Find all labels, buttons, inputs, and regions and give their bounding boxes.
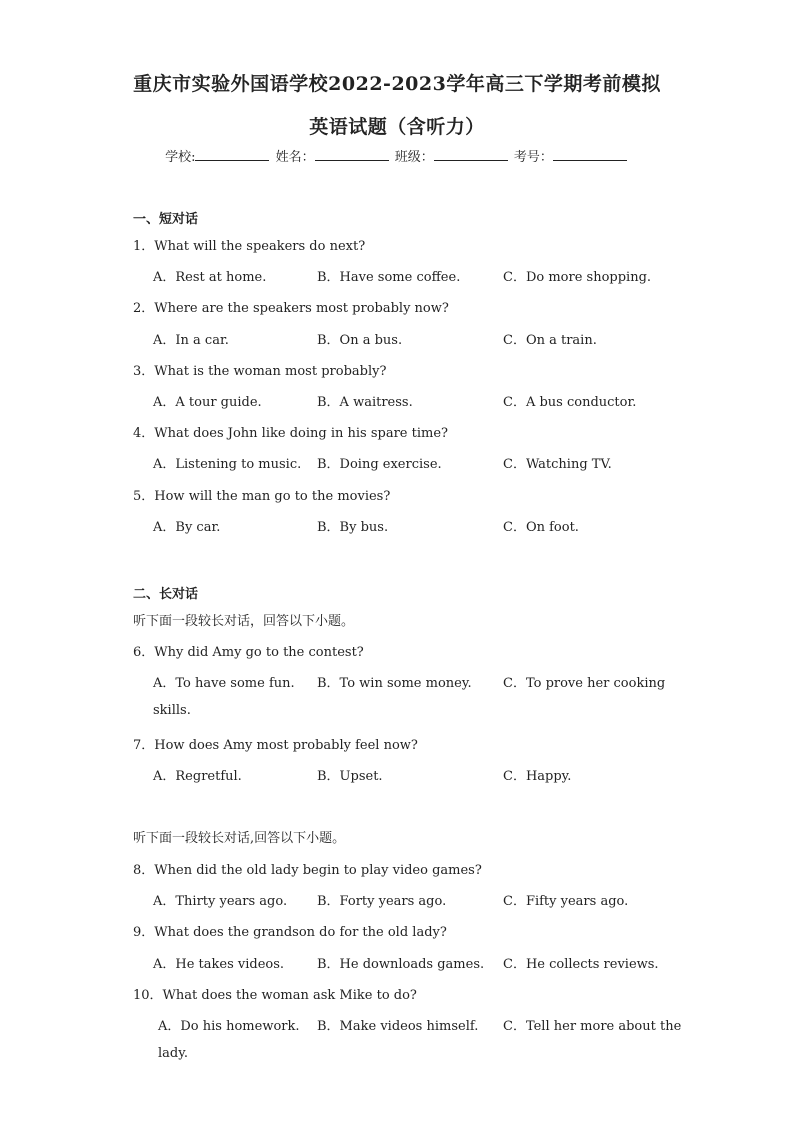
- student-info-line: [0, 146, 794, 165]
- question-1: 1．What will the speakers do next?: [133, 239, 366, 254]
- option-10a: A．Do his homework.: [158, 1019, 300, 1034]
- question-10: 10．What does the woman ask Mike to do?: [133, 988, 417, 1003]
- option-5b: B．By bus.: [317, 520, 389, 535]
- option-9c: C．He collects reviews.: [503, 957, 659, 972]
- option-8b: B．Forty years ago.: [317, 894, 447, 909]
- option-6b: B．To win some money.: [317, 676, 472, 691]
- number-blank[interactable]: [553, 148, 627, 161]
- school-label: 学校:: [165, 150, 196, 165]
- option-4b: B．Doing exercise.: [317, 457, 442, 472]
- option-7c: C．Happy.: [503, 769, 572, 784]
- number-label: 考号：: [513, 150, 553, 165]
- option-10c-continuation: lady.: [158, 1046, 188, 1061]
- option-7b: B．Upset.: [317, 769, 383, 784]
- question-8: 8．When did the old lady begin to play video games?: [133, 863, 482, 878]
- option-3c: C．A bus conductor.: [503, 395, 637, 410]
- option-3a: A．A tour guide.: [153, 395, 262, 410]
- option-3b: B．A waitress.: [317, 395, 413, 410]
- option-10c: C．Tell her more about the: [503, 1019, 682, 1034]
- option-8a: A．Thirty years ago.: [153, 894, 288, 909]
- option-4a: A．Listening to music.: [153, 457, 302, 472]
- school-blank[interactable]: [195, 148, 269, 161]
- question-6: 6．Why did Amy go to the contest?: [133, 645, 364, 660]
- option-6c: C．To prove her cooking: [503, 676, 666, 691]
- option-5a: A．By car.: [153, 520, 221, 535]
- option-1c: C．Do more shopping.: [503, 270, 652, 285]
- option-10b: B．Make videos himself.: [317, 1019, 479, 1034]
- instruction-note-1: 听下面一段较长对话，回答以下小题。: [133, 614, 355, 629]
- section-heading-long-dialogues: 二、长对话: [133, 587, 199, 602]
- option-7a: A．Regretful.: [153, 769, 242, 784]
- name-label: 姓名：: [275, 150, 315, 165]
- option-6a: A．To have some fun.: [153, 676, 295, 691]
- option-2c: C．On a train.: [503, 333, 597, 348]
- question-3: 3．What is the woman most probably?: [133, 364, 387, 379]
- question-2: 2．Where are the speakers most probably now?: [133, 301, 449, 316]
- option-1b: B．Have some coffee.: [317, 270, 461, 285]
- question-9: 9．What does the grandson do for the old lady?: [133, 925, 447, 940]
- option-9a: A．He takes videos.: [153, 957, 285, 972]
- question-4: 4．What does John like doing in his spare time?: [133, 426, 448, 441]
- option-4c: C．Watching TV.: [503, 457, 612, 472]
- question-5: 5．How will the man go to the movies?: [133, 489, 391, 504]
- instruction-note-2: 听下面一段较长对话,回答以下小题。: [133, 831, 346, 846]
- section-heading-short-dialogues: 一、短对话: [133, 212, 199, 227]
- option-5c: C．On foot.: [503, 520, 579, 535]
- option-2a: A．In a car.: [153, 333, 229, 348]
- question-7: 7．How does Amy most probably feel now?: [133, 738, 418, 753]
- option-1a: A．Rest at home.: [153, 270, 267, 285]
- class-label: 班级：: [394, 150, 434, 165]
- document-title-line1: 重庆市实验外国语学校2022-2023学年高三下学期考前模拟: [133, 73, 661, 95]
- option-9b: B．He downloads games.: [317, 957, 485, 972]
- option-2b: B．On a bus.: [317, 333, 403, 348]
- option-6c-continuation: skills.: [153, 703, 191, 718]
- document-title-line2: 英语试题（含听力）: [309, 116, 485, 138]
- class-blank[interactable]: [434, 148, 508, 161]
- option-8c: C．Fifty years ago.: [503, 894, 629, 909]
- name-blank[interactable]: [315, 148, 389, 161]
